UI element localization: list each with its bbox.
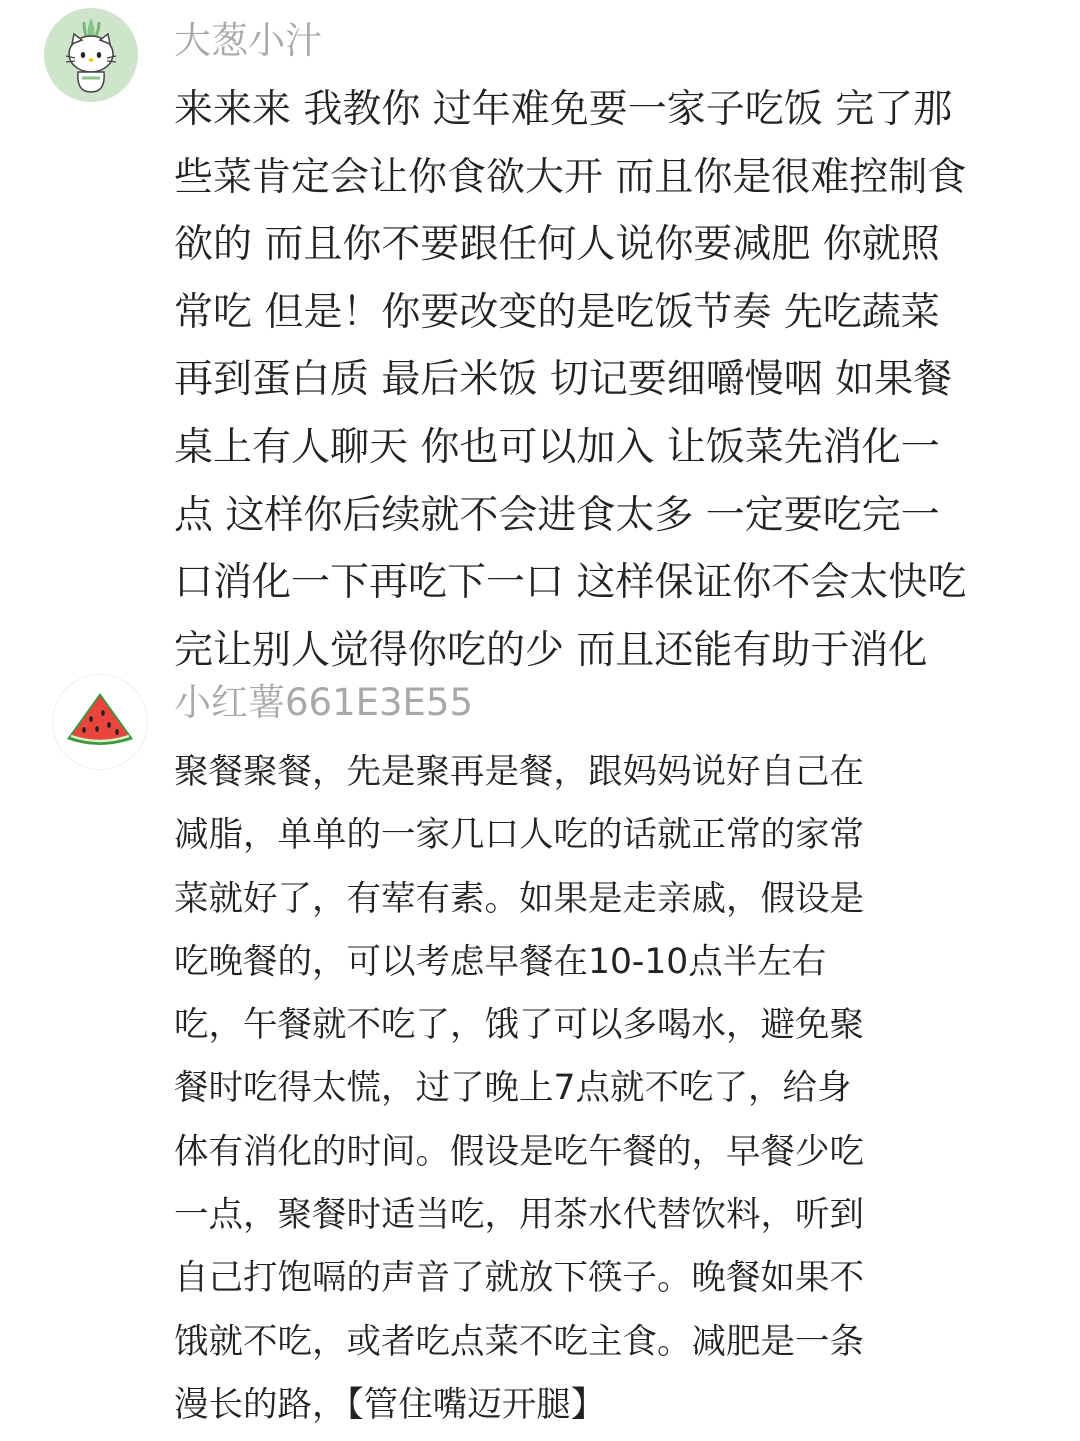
comment-last-line [174, 1374, 864, 1437]
comment-line-text: 漫长的路， [174, 1384, 347, 1425]
comment-line: 聚餐聚餐，先是聚再是餐，跟妈妈说好自己在 [174, 752, 864, 792]
comment-line: 饿就不吃，或者吃点菜不吃主食。减肥是一条 [174, 1321, 864, 1362]
comment-line: 点 这样你后续就不会进食太多 一定要吃完一 [174, 492, 940, 538]
comment-line: 欲的 而且你不要跟任何人说你要减肥 你就照 [174, 222, 940, 268]
comment-username[interactable]: 大葱小汁 [174, 19, 322, 62]
watermelon-slice-avatar-icon[interactable] [52, 674, 148, 770]
comment-line: 菜就好了，有荤有素。如果是走亲戚，假设是 [174, 878, 864, 919]
comment-text [174, 76, 966, 684]
comment-username[interactable]: 小红薯661E3E55 [174, 681, 473, 724]
comment-line: 些菜肯定会让你食欲大开 而且你是很难控制食 [174, 154, 967, 200]
comment-line: 减脂，单单的一家几口人吃的话就正常的家常 [174, 815, 864, 856]
comment-line: 再到蛋白质 最后米饭 切记要细嚼慢咽 如果餐 [174, 357, 953, 403]
comment-line: 口消化一下再吃下一口 这样保证你不会太快吃 [174, 560, 967, 606]
comment-text [174, 741, 864, 1437]
hashtag-link[interactable]: 【管住嘴迈开腿】 [346, 1384, 606, 1425]
comment-line: 吃晚餐的，可以考虑早餐在10-10点半左右 [174, 941, 827, 982]
comment-line: 吃，午餐就不吃了，饿了可以多喝水，避免聚 [174, 1005, 864, 1046]
hello-kitty-onion-avatar-icon[interactable] [44, 8, 138, 102]
comment-line: 常吃 但是！你要改变的是吃饭节奏 先吃蔬菜 [174, 289, 940, 335]
comment-line: 完让别人觉得你吃的少 而且还能有助于消化 [174, 627, 928, 673]
comment-line: 体有消化的时间。假设是吃午餐的，早餐少吃 [174, 1131, 864, 1172]
comment-line: 自己打饱嗝的声音了就放下筷子。晚餐如果不 [174, 1258, 864, 1299]
comment-line: 一点，聚餐时适当吃，用茶水代替饮料，听到 [174, 1195, 864, 1236]
comment-line: 来来来 我教你 过年难免要一家子吃饭 完了那 [174, 87, 953, 132]
comment-line: 桌上有人聊天 你也可以加入 让饭菜先消化一 [174, 424, 940, 470]
comment-line: 餐时吃得太慌，过了晚上7点就不吃了，给身 [174, 1068, 852, 1109]
